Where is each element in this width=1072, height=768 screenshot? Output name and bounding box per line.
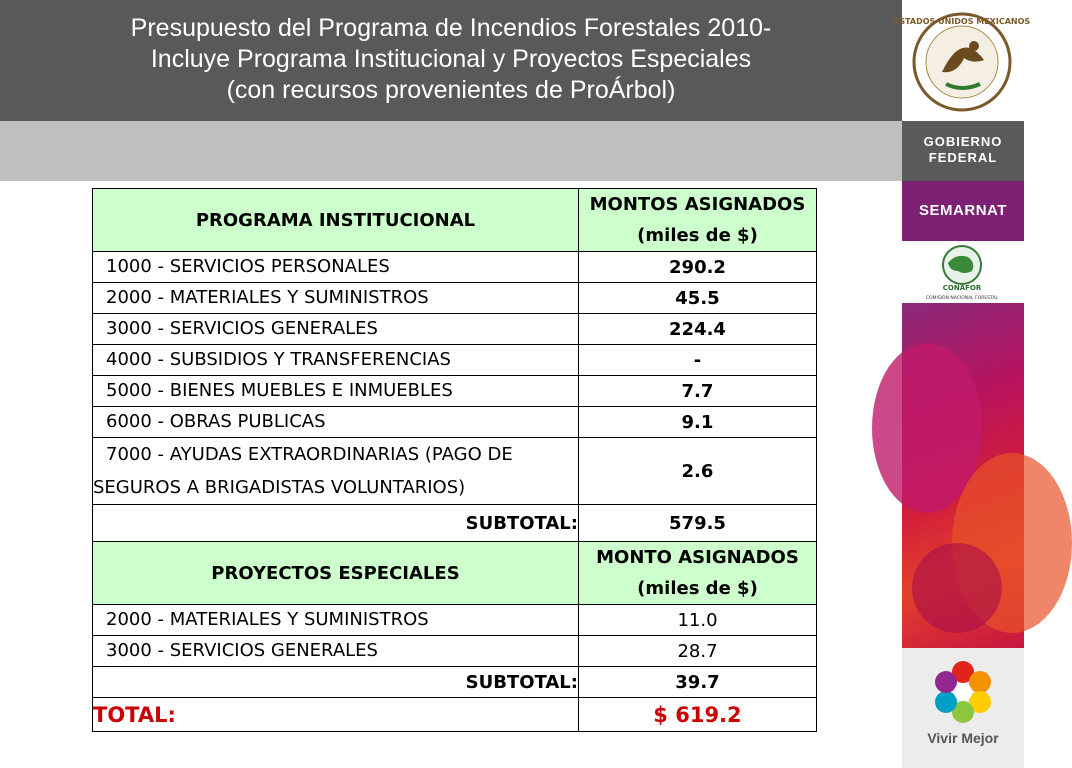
row-label: 3000 - SERVICIOS GENERALES bbox=[93, 314, 579, 345]
institucional-header-value-line2: (miles de $) bbox=[637, 225, 758, 246]
header-subbar bbox=[0, 121, 902, 181]
institucional-header-value-line1: MONTOS ASIGNADOS bbox=[589, 194, 806, 215]
row-value: 2.6 bbox=[578, 438, 816, 505]
row-value: 224.4 bbox=[578, 314, 816, 345]
title-banner bbox=[0, 0, 902, 121]
subtotal-label: SUBTOTAL: bbox=[93, 505, 579, 542]
total-label: TOTAL: bbox=[93, 698, 579, 732]
institucional-subtotal-row bbox=[93, 505, 817, 542]
subtotal-value: 39.7 bbox=[578, 667, 816, 698]
budget-table bbox=[92, 188, 817, 732]
especiales-header-value-line2: (miles de $) bbox=[637, 578, 758, 599]
row-label: 3000 - SERVICIOS GENERALES bbox=[93, 636, 579, 667]
table-row bbox=[93, 314, 817, 345]
table-row bbox=[93, 252, 817, 283]
title-line-1: Presupuesto del Programa de Incendios Forestales 2010- bbox=[130, 14, 772, 42]
row-value: 7.7 bbox=[578, 376, 816, 407]
gobierno-line-2: FEDERAL bbox=[928, 150, 998, 165]
institucional-header-label: PROGRAMA INSTITUCIONAL bbox=[93, 189, 579, 252]
especiales-header-row bbox=[93, 542, 817, 605]
conafor-name: COMISIÓN NACIONAL FORESTAL bbox=[925, 296, 999, 301]
table-row bbox=[93, 407, 817, 438]
row-label: 4000 - SUBSIDIOS Y TRANSFERENCIAS bbox=[93, 345, 579, 376]
institucional-header-row bbox=[93, 189, 817, 252]
row-label: 1000 - SERVICIOS PERSONALES bbox=[93, 252, 579, 283]
table-row bbox=[93, 636, 817, 667]
especiales-header-label: PROYECTOS ESPECIALES bbox=[93, 542, 579, 605]
row-label: 2000 - MATERIALES Y SUMINISTROS bbox=[93, 605, 579, 636]
row-value: 9.1 bbox=[578, 407, 816, 438]
total-row bbox=[93, 698, 817, 732]
eagle-seal-icon bbox=[893, 0, 1031, 121]
row-value: 290.2 bbox=[578, 252, 816, 283]
gobierno-line-1: GOBIERNO bbox=[923, 134, 1003, 149]
table-row bbox=[93, 605, 817, 636]
vivir-mejor-logo bbox=[902, 648, 1024, 768]
vivir-mejor-label: Vivir Mejor bbox=[927, 730, 999, 746]
total-value: $ 619.2 bbox=[578, 698, 816, 732]
especiales-header-value bbox=[578, 542, 816, 605]
row-value: 45.5 bbox=[578, 283, 816, 314]
gobierno-federal-logo bbox=[902, 121, 1024, 181]
row-value: 11.0 bbox=[578, 605, 816, 636]
institucional-header-value bbox=[578, 189, 816, 252]
especiales-subtotal-row bbox=[93, 667, 817, 698]
row-value: 28.7 bbox=[578, 636, 816, 667]
vivir-mejor-flower-icon bbox=[902, 648, 1024, 728]
table-row bbox=[93, 283, 817, 314]
subtotal-value: 579.5 bbox=[578, 505, 816, 542]
row-label-wrapped bbox=[93, 438, 579, 505]
sidebar-branding bbox=[893, 0, 1031, 768]
row-label-line1: 7000 - AYUDAS EXTRAORDINARIAS (PAGO DE bbox=[106, 444, 513, 465]
especiales-header-value-line1: MONTO ASIGNADOS bbox=[596, 547, 799, 568]
mexico-seal-logo bbox=[893, 0, 1031, 121]
conafor-globe-icon bbox=[902, 241, 1024, 303]
row-value: - bbox=[578, 345, 816, 376]
table-row bbox=[93, 345, 817, 376]
title-line-2: Incluye Programa Institucional y Proyectos Especiales bbox=[150, 45, 752, 73]
decorative-art-panel bbox=[902, 303, 1024, 648]
seal-text: ESTADOS UNIDOS MEXICANOS bbox=[893, 17, 1031, 26]
row-label: 2000 - MATERIALES Y SUMINISTROS bbox=[93, 283, 579, 314]
title-line-3: (con recursos provenientes de ProÁrbol) bbox=[226, 76, 676, 104]
conafor-acronym: CONAFOR bbox=[942, 284, 982, 292]
row-label: 5000 - BIENES MUEBLES E INMUEBLES bbox=[93, 376, 579, 407]
conafor-logo bbox=[902, 241, 1024, 303]
table-row bbox=[93, 376, 817, 407]
row-label: 6000 - OBRAS PUBLICAS bbox=[93, 407, 579, 438]
row-label-line2: SEGUROS A BRIGADISTAS VOLUNTARIOS) bbox=[93, 477, 466, 498]
semarnat-logo: SEMARNAT bbox=[902, 181, 1024, 241]
table-row bbox=[93, 438, 817, 505]
subtotal-label: SUBTOTAL: bbox=[93, 667, 579, 698]
